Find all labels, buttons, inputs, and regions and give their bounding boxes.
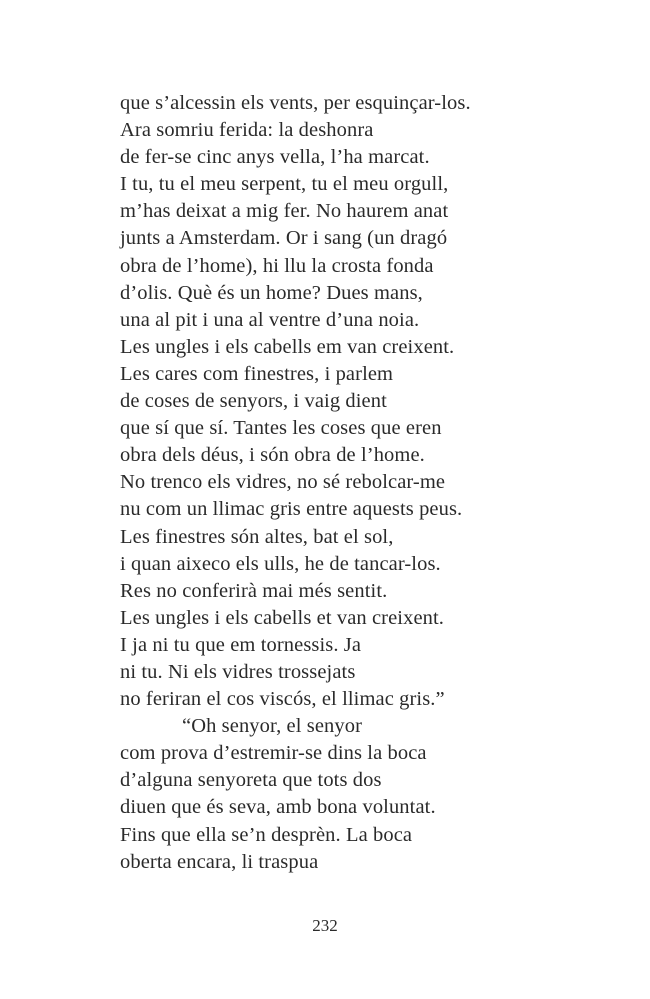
poem-line: d’olis. Què és un home? Dues mans,	[120, 281, 423, 304]
poem-line: diuen que és seva, amb bona voluntat.	[120, 796, 436, 819]
poem-line: Les ungles i els cabells et van creixent.	[120, 606, 445, 629]
poem-line: Les finestres són altes, bat el sol,	[120, 525, 394, 548]
poem-line: Fins que ella se’n desprèn. La boca	[120, 823, 413, 846]
poem-line: com prova d’estremir-se dins la boca	[120, 742, 427, 765]
poem-line: Les cares com finestres, i parlem	[120, 362, 394, 385]
poem-line: de fer-se cinc anys vella, l’ha marcat.	[120, 146, 430, 169]
poem-line: junts a Amsterdam. Or i sang (un dragó	[120, 227, 448, 250]
poem-line: Les ungles i els cabells em van creixent.	[120, 335, 455, 358]
poem-line: No trenco els vidres, no sé rebolcar-me	[120, 471, 446, 494]
poem-line: d’alguna senyoreta que tots dos	[120, 769, 382, 792]
poem-line: m’has deixat a mig fer. No haurem anat	[120, 200, 449, 223]
poem-line: i quan aixeco els ulls, he de tancar-los.	[120, 552, 441, 575]
poem-line: una al pit i una al ventre d’una noia.	[120, 308, 420, 331]
poem-line: de coses de senyors, i vaig dient	[120, 390, 387, 413]
poem-line: I tu, tu el meu serpent, tu el meu orgull,	[120, 173, 449, 196]
poem-line: obra de l’home), hi llu la crosta fonda	[120, 254, 434, 277]
poem-line: I ja ni tu que em tornessis. Ja	[120, 633, 362, 656]
page-number: 232	[312, 916, 338, 935]
poem-line-indented: “Oh senyor, el senyor	[182, 715, 363, 738]
poem-line: obra dels déus, i són obra de l’home.	[120, 444, 425, 467]
poem-line: que sí que sí. Tantes les coses que eren	[120, 417, 442, 440]
poem-line: Res no conferirà mai més sentit.	[120, 579, 388, 602]
poem-line: que s’alcessin els vents, per esquinçar-los.	[120, 92, 471, 114]
poem-line: nu com un llimac gris entre aquests peus.	[120, 498, 463, 521]
poem-line: no feriran el cos viscós, el llimac gris.”	[120, 688, 445, 711]
poem-text	[120, 90, 540, 876]
poem-line: Ara somriu ferida: la deshonra	[120, 119, 374, 142]
poem-line: oberta encara, li traspua	[120, 850, 319, 873]
poem-line: ni tu. Ni els vidres trossejats	[120, 660, 356, 683]
